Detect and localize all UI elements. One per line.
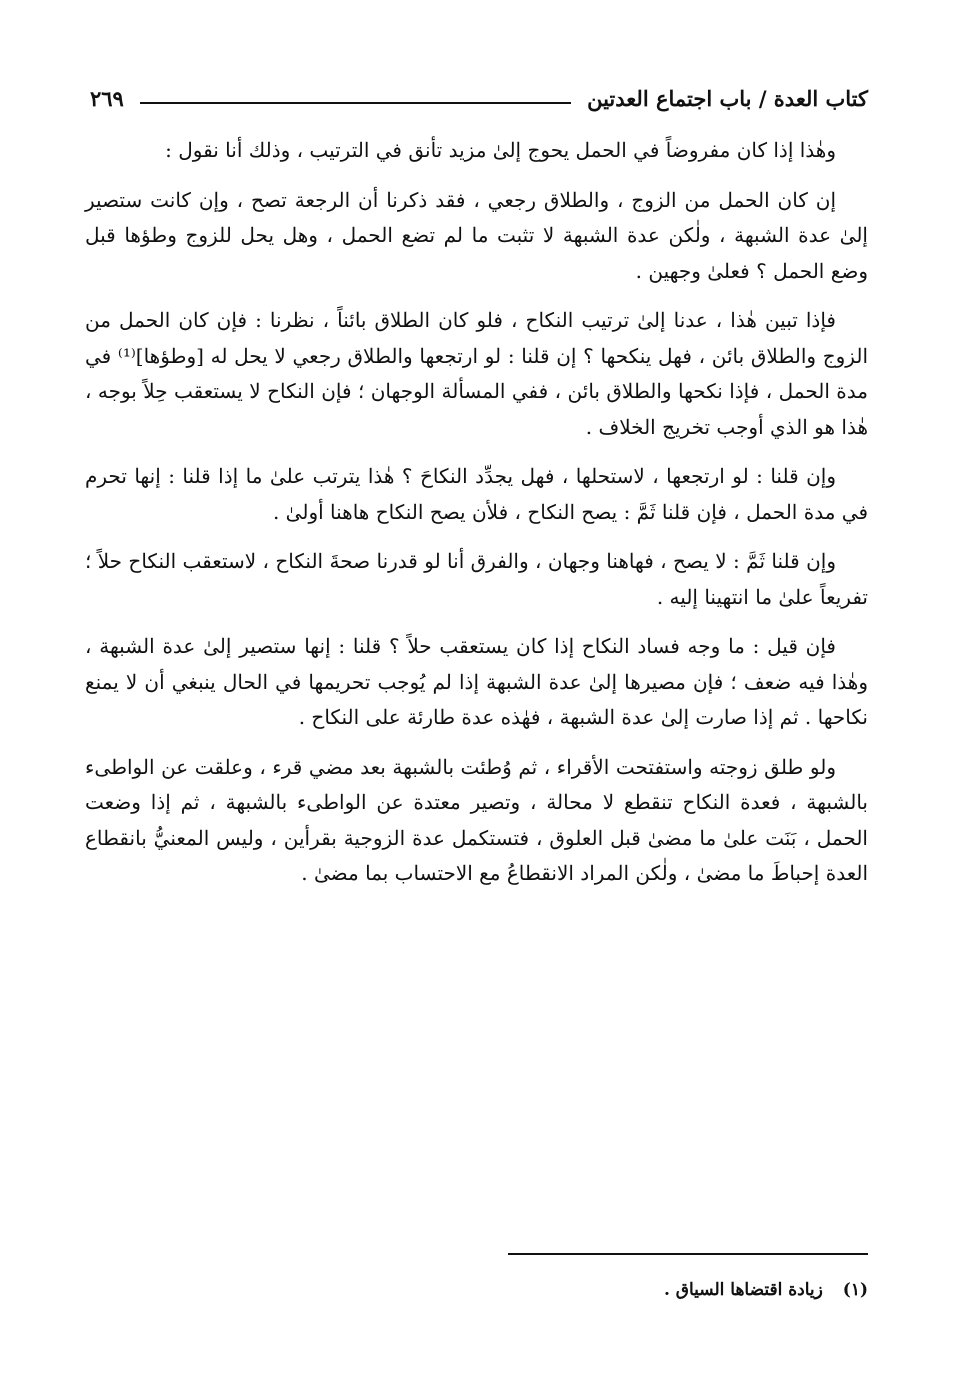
header-rule (140, 102, 571, 104)
footnote-divider (508, 1253, 868, 1255)
paragraph-2: إن كان الحمل من الزوج ، والطلاق رجعي ، فقد ذكرنا أن الرجعة تصح ، وإن كانت ستصير إلىٰ عدة الشبهة ، ولٰكن عدة الشبهة لا تثبت ما لم تضع الحمل ، وهل يحل للزوج وطؤها قبل وضع الحمل ؟ فعلىٰ وجهين . (85, 187, 868, 283)
chapter-title: كتاب العدة / باب اجتماع العدتين (587, 85, 868, 111)
page-number: ٢٦٩ (90, 85, 124, 111)
paragraph-6: فإن قيل : ما وجه فساد النكاح إذا كان يستعقب حلاً ؟ قلنا : إنها ستصير إلىٰ عدة الشبهة ، وهٰذا فيه ضعف ؛ فإن مصيرها إلىٰ عدة الشبهة إذا لم يُوجب تحريمها في الحال ينبغي أن لا يمنع نكاحها . ثم إذا صارت إلىٰ عدة الشبهة ، فهٰذه عدة طارئة على النكاح . (85, 634, 868, 729)
paragraph-5: وإن قلنا ثَمَّ : لا يصح ، فهاهنا وجهان ، والفرق أنا لو قدرنا صحةَ النكاح ، لاستعقب النكاح حلاً ؛ تفريعاً علىٰ ما انتهينا إليه . (85, 549, 868, 609)
main-text (85, 133, 868, 906)
footnote-text: زيادة اقتضاها السياق . (663, 1280, 823, 1300)
paragraph-7: ولو طلق زوجته واستفتحت الأقراء ، ثم وُطئت بالشبهة بعد مضي قرء ، وعلقت عن الواطىء بالشبهة ، فعدة النكاح تنقطع لا محالة ، وتصير معتدة عن الواطىء بالشبهة ، ثم إذا وضعت الحمل ، بَنَت علىٰ ما مضىٰ قبل العلوق ، فتستكمل عدة الزوجية بقرأين ، وليس المعنيُّ بانقطاع العدة إحباطَ ما مضىٰ ، ولٰكن المراد الانقطاعُ مع الاحتساب بما مضىٰ . (85, 754, 868, 885)
paragraph-4: وإن قلنا : لو ارتجعها ، لاستحلها ، فهل يجدِّد النكاحَ ؟ هٰذا يترتب علىٰ ما إذا قلنا : إنها تحرم في مدة الحمل ، فإن قلنا ثَمَّ : يصح النكاح ، فلأن يصح النكاح هاهنا أولىٰ . (85, 464, 868, 524)
footnote-marker: (١) (842, 1280, 868, 1300)
paragraph-3: فإذا تبين هٰذا ، عدنا إلىٰ ترتيب النكاح ، فلو كان الطلاق بائناً ، نظرنا : فإن كان الحمل من الزوج والطلاق بائن ، فهل ينكحها ؟ إن قلنا : لو ارتجعها والطلاق رجعي لا يحل له [وطؤها]⁽¹⁾ في مدة الحمل ، فإذا نكحها والطلاق بائن ، ففي المسألة الوجهان ؛ فإن النكاح لا يستعقب حِلاً بوجه ، هٰذا هو الذي أوجب تخريج الخلاف . (85, 308, 869, 439)
footnote (664, 1280, 868, 1300)
paragraph-1: وهٰذا إذا كان مفروضاً في الحمل يحوج إلىٰ مزيد تأنق في الترتيب ، وذلك أنا نقول : (165, 138, 836, 162)
running-header (90, 78, 868, 118)
